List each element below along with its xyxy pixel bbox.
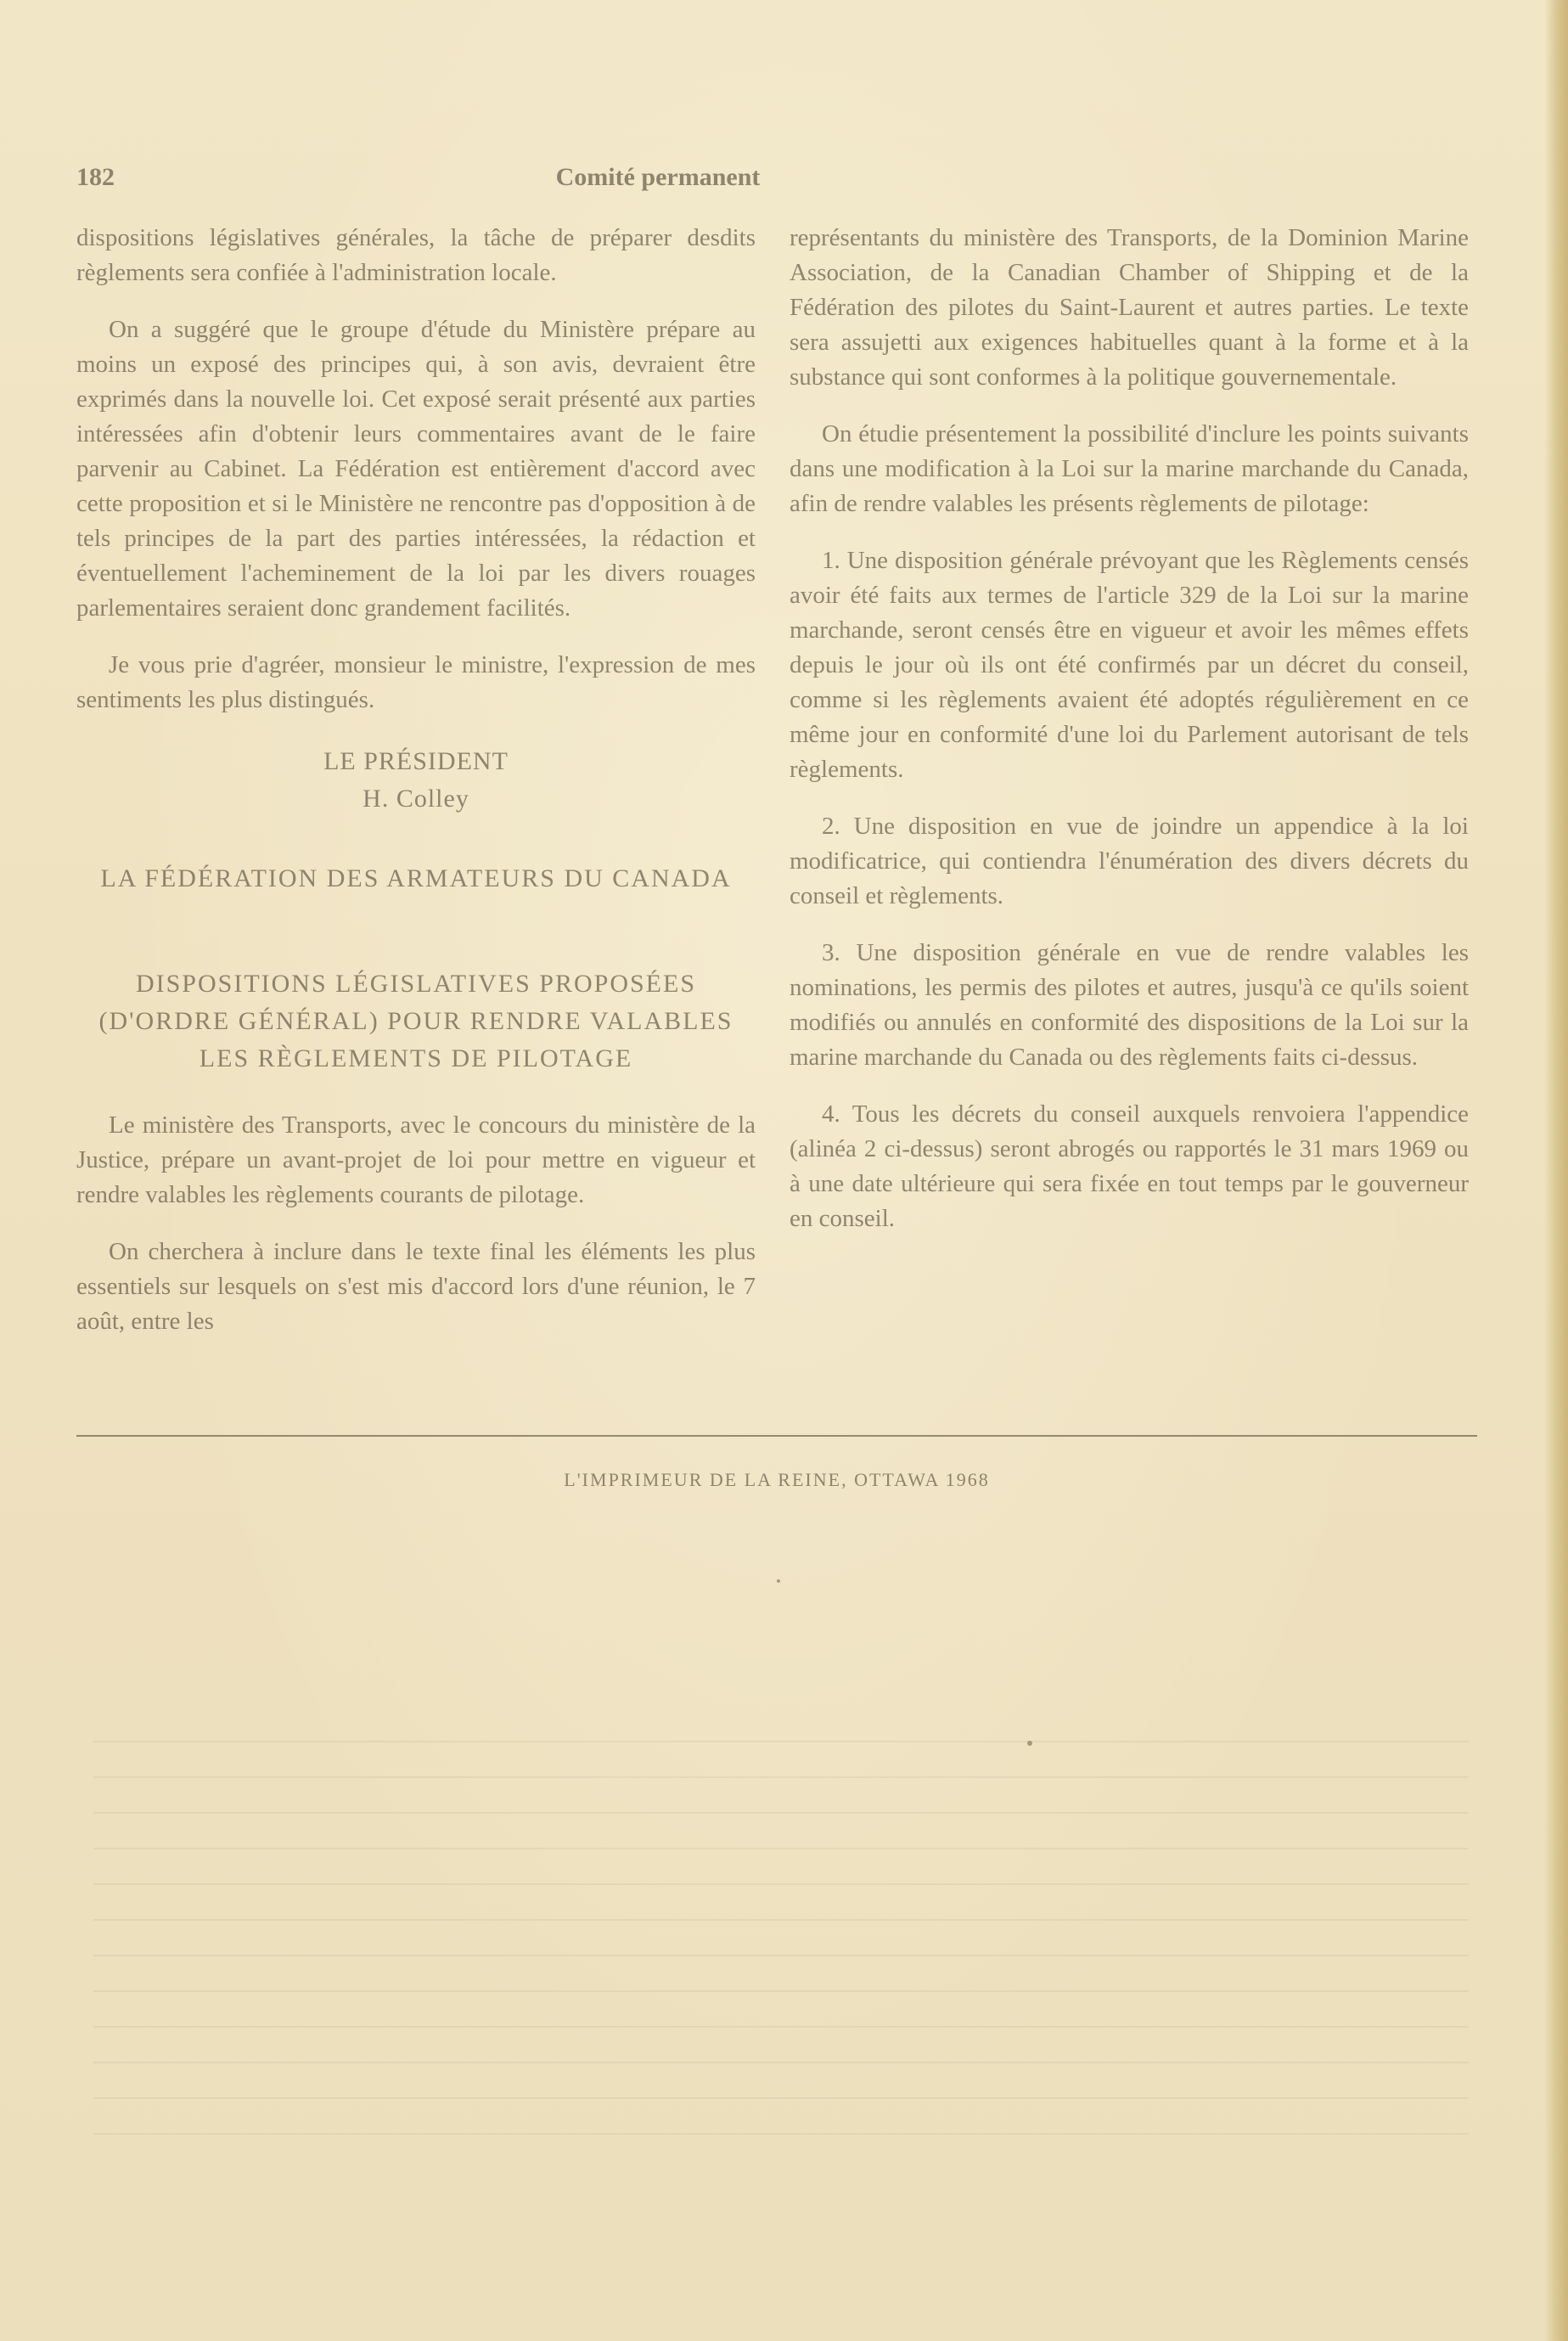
page-edge [1544,0,1568,2341]
list-item: 2. Une disposition en vue de joindre un appendice à la loi modificatrice, qui contiendra l'énumération des divers décrets du conseil et règlements. [790,813,1469,909]
paper-speck [1027,1741,1032,1746]
page-number: 182 [76,163,115,191]
left-column [76,221,756,1361]
right-column [790,221,1469,1258]
signature-name: H. Colley [362,785,469,813]
list-item: 3. Une disposition générale en vue de rendre valables les nominations, les permis des pilotes et autres, jusqu'à ce qu'ils soient modifiés ou annulés en conformité des dispositions de la Loi sur la marine marchande du Canada ou des règlements faits ci-dessus. [790,939,1469,1071]
paragraph: On étudie présentement la possibilité d'inclure les points suivants dans une modification à la Loi sur la marine marchande du Canada, afin de rendre valables les présents règlements de pilotage: [790,420,1469,517]
running-head [76,153,1477,204]
paragraph: dispositions législatives générales, la tâche de préparer desdits règlements sera confiée à l'administration locale. [76,224,756,286]
page-header-title: Comité permanent [555,163,761,191]
signature-title: LE PRÉSIDENT [323,747,509,775]
list-item: 4. Tous les décrets du conseil auxquels renvoiera l'appendice (alinéa 2 ci-dessus) seront abrogés ou rapportés le 31 mars 1969 ou à une date ultérieure qui sera fixée en tout temps par le gouverneur en conseil. [790,1100,1469,1232]
footer-rule [76,1435,1477,1437]
list-item: 1. Une disposition générale prévoyant que les Règlements censés avoir été faits aux termes de l'article 329 de la Loi sur la marine marchande, seront censés être en vigueur et avoir les mêmes effets depuis le jour où ils ont été confirmés par un décret du conseil, comme si les règlements avaient été adoptés régulièrement en ce même jour en conformité d'une loi du Parlement autorisant de tels règlements. [790,547,1469,783]
organization-name: LA FÉDÉRATION DES ARMATEURS DU CANADA [100,864,732,892]
section-title: DISPOSITIONS LÉGISLATIVES PROPOSÉES (D'ORDRE GÉNÉRAL) POUR RENDRE VALABLES LES RÈGLEMENTS DE PILOTAGE [98,970,733,1072]
paper-speck [777,1579,780,1583]
paragraph: représentants du ministère des Transports, de la Dominion Marine Association, de la Canadian Chamber of Shipping et de la Fédération des pilotes du Saint-Laurent et autres parties. Le texte sera assujetti aux exigences habituelles quant à la forme et à la substance qui sont conformes à la politique gouvernementale. [790,224,1469,391]
paragraph: On a suggéré que le groupe d'étude du Ministère prépare au moins un exposé des principes qui, à son avis, devraient être exprimés dans la nouvelle loi. Cet exposé serait présenté aux parties intéressées afin d'obtenir leurs commentaires avant de le faire parvenir au Cabinet. La Fédération est entièrement d'accord avec cette proposition et si le Ministère ne rencontre pas d'opposition à de tels principes de la part des parties intéressées, la rédaction et éventuellement l'acheminement de la loi par les divers rouages parlementaires seraient donc grandement facilités. [76,316,756,622]
paragraph: Le ministère des Transports, avec le concours du ministère de la Justice, prépare un avant-projet de loi pour mettre en vigueur et rendre valables les règlements courants de pilotage. [76,1111,756,1208]
bleed-through-texture [93,1741,1469,2165]
closing-paragraph: Je vous prie d'agréer, monsieur le ministre, l'expression de mes sentiments les plus distingués. [76,651,756,713]
printer-imprint: L'IMPRIMEUR DE LA REINE, OTTAWA 1968 [564,1469,990,1490]
paragraph: On cherchera à inclure dans le texte final les éléments les plus essentiels sur lesquels on s'est mis d'accord lors d'une réunion, le 7 août, entre les [76,1238,756,1335]
